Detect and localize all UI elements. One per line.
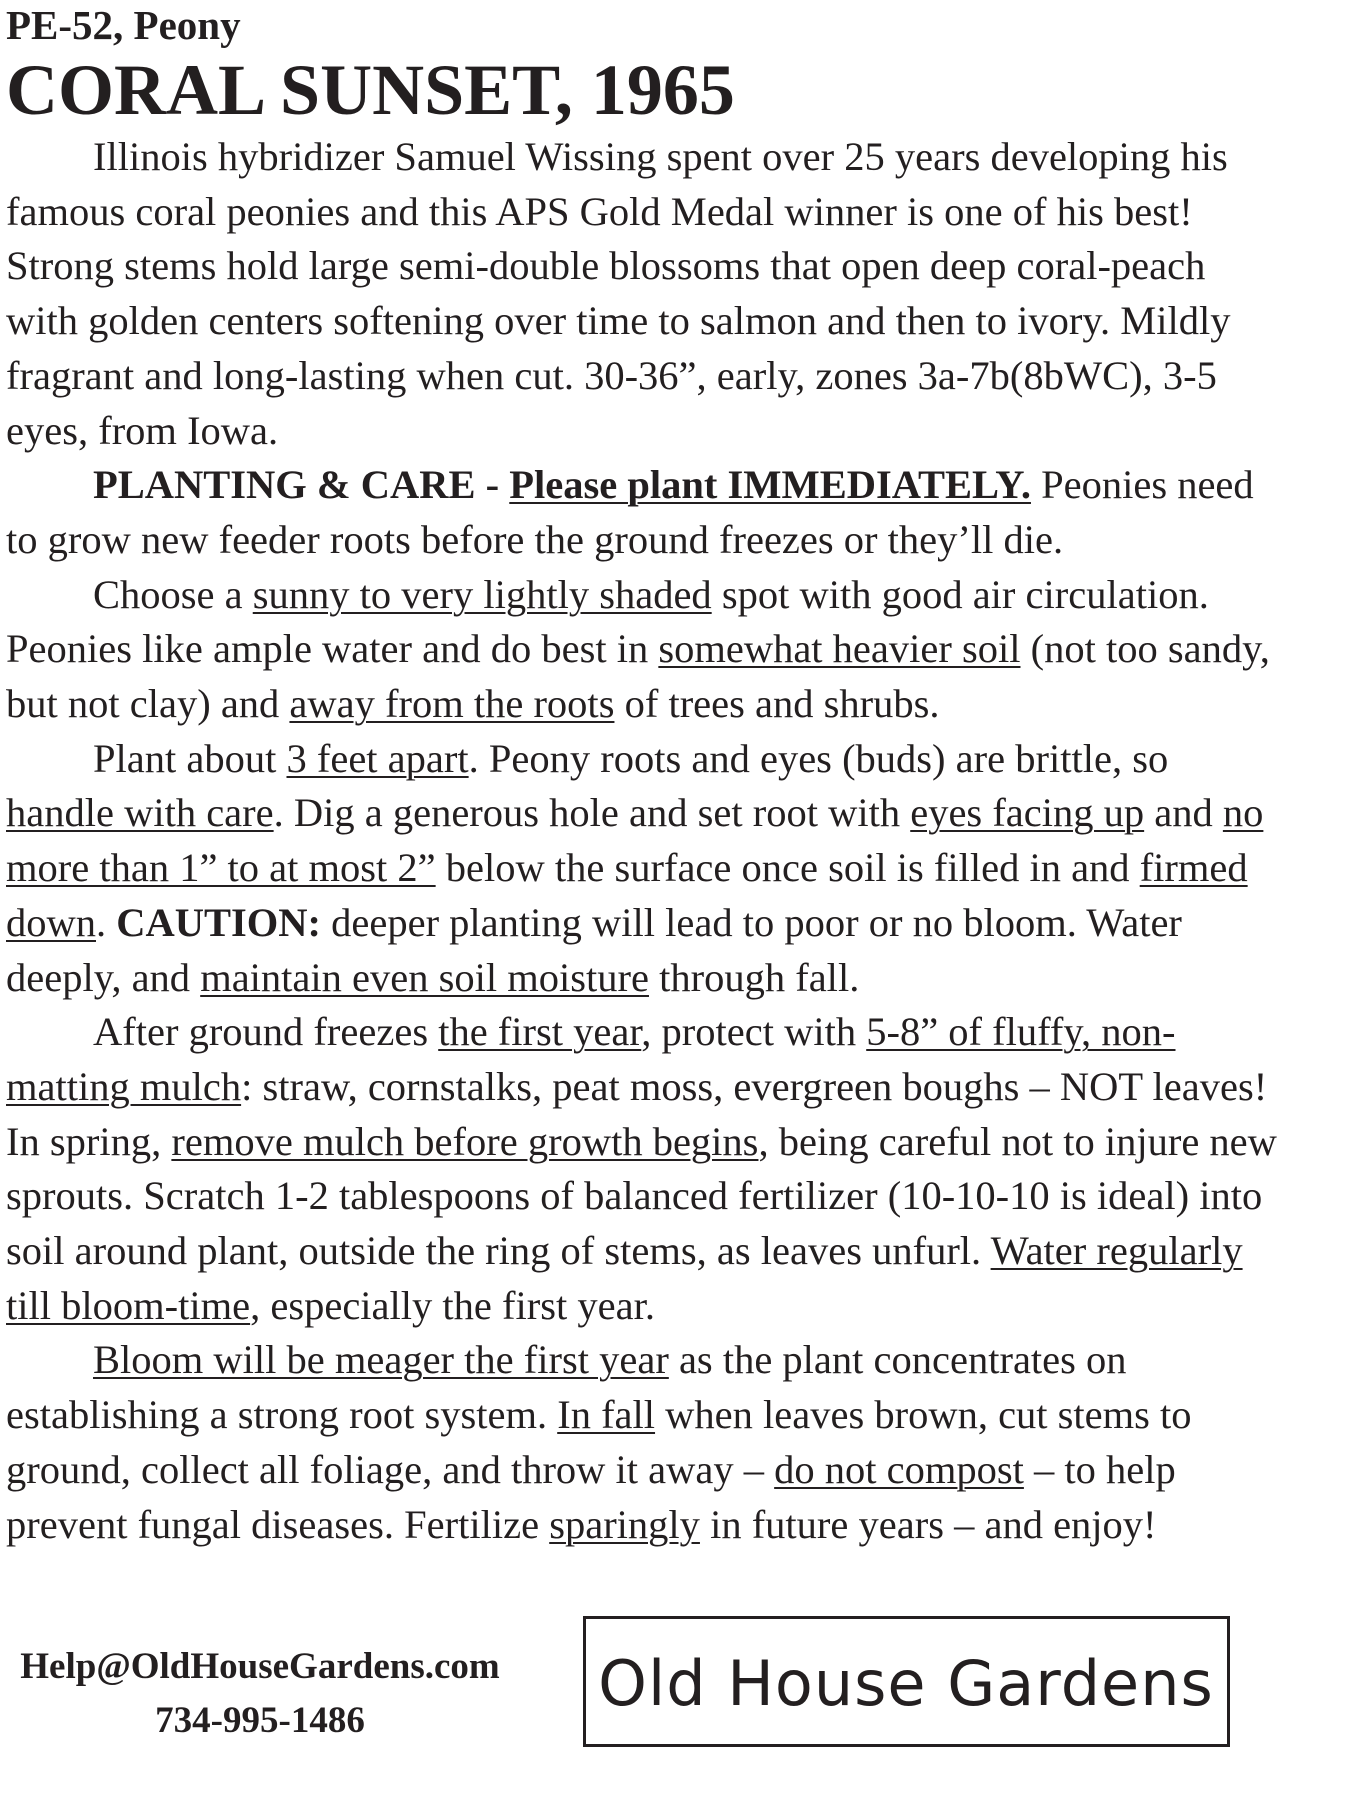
description-text: Illinois hybridizer Samuel Wissing spent over 25 years developing his famous coral peonies and this APS Gold Medal winner is one of his best! Strong stems hold large semi-double blossoms that open deep coral-peach with golden centers softening over time to salmon and then to ivory. Mildly fragrant and long-lasting when cut. 30-36”, early, zones 3a-7b(8bWC), 3-5 eyes, from Iowa.: [6, 134, 1231, 453]
plant-text: through fall.: [659, 954, 860, 1000]
product-code: PE-52, Peony: [6, 2, 241, 48]
winter-emphasis: Water regularly till bloom-time: [6, 1228, 1243, 1328]
plant-emphasis: no more than 1” to at most 2”: [6, 790, 1264, 891]
winter-care-paragraph: [6, 1005, 1286, 1333]
site-text: spot with good air circulation. Peonies like ample water and do best in: [6, 571, 1209, 672]
plant-text: .: [96, 899, 107, 945]
winter-text: , being careful not to injure new sprouts. Scratch 1-2 tablespoons of balanced fertilizer (10-10-10 is ideal) into soil around plant, outside the ring of stems, as leaves unfurl.: [6, 1118, 1277, 1274]
brand-logo: [583, 1616, 1230, 1747]
contact-info: [0, 1640, 520, 1748]
winter-text: , especially the first year.: [250, 1282, 655, 1328]
plant-text: Plant about: [93, 735, 277, 781]
planting-depth-paragraph: [6, 732, 1286, 1006]
plant-emphasis: 3 feet apart: [286, 735, 469, 781]
winter-text: After ground freezes: [93, 1009, 429, 1055]
plant-text: deeper planting will lead to poor or no bloom. Water deeply, and: [6, 899, 1182, 1000]
logo-text: Old House Gardens: [598, 1647, 1214, 1720]
bloom-paragraph: [6, 1333, 1286, 1552]
page-title: CORAL SUNSET, 1965: [6, 50, 735, 130]
logo-wordmark: [586, 1619, 1227, 1744]
bloom-text: in future years – and enjoy!: [710, 1501, 1157, 1547]
bloom-text: as the plant concentrates on establishing a strong root system.: [6, 1337, 1127, 1438]
planting-urgent-note: Please plant IMMEDIATELY.: [509, 462, 1031, 508]
bloom-emphasis: In fall: [557, 1392, 656, 1438]
bloom-text: when leaves brown, cut stems to ground, collect all foliage, and throw it away –: [6, 1392, 1192, 1492]
plant-emphasis: firmed down: [6, 845, 1248, 945]
planting-heading: PLANTING & CARE -: [93, 462, 500, 508]
site-emphasis: away from the roots: [289, 681, 615, 727]
plant-emphasis: maintain even soil moisture: [200, 954, 649, 1000]
site-text: of trees and shrubs.: [624, 681, 940, 727]
plant-emphasis: eyes facing up: [910, 790, 1145, 836]
planting-text: Peonies need to grow new feeder roots before the ground freezes or they’ll die.: [6, 462, 1254, 562]
caution-label: CAUTION:: [116, 899, 322, 945]
description-paragraph: [6, 130, 1286, 458]
bloom-text: – to help prevent fungal diseases. Fertilize: [6, 1446, 1176, 1547]
site-emphasis: somewhat heavier soil: [658, 626, 1021, 672]
site-text: (not too sandy, but not clay) and: [6, 626, 1270, 727]
winter-emphasis: 5-8” of fluffy, non-matting mulch: [6, 1009, 1176, 1109]
bloom-emphasis: sparingly: [549, 1501, 700, 1547]
contact-email: Help@OldHouseGardens.com: [20, 1646, 500, 1687]
site-text: Choose a: [93, 571, 243, 617]
plant-text: . Dig a generous hole and set root with: [273, 790, 901, 836]
winter-text: : straw, cornstalks, peat moss, evergreen boughs – NOT leaves! In spring,: [6, 1063, 1268, 1164]
plant-text: . Peony roots and eyes (buds) are brittle, so: [468, 735, 1169, 781]
plant-emphasis: handle with care: [6, 790, 274, 836]
site-emphasis: sunny to very lightly shaded: [252, 571, 712, 617]
winter-emphasis: remove mulch before growth begins: [171, 1118, 759, 1164]
planting-paragraph: [6, 458, 1286, 567]
bloom-emphasis: Bloom will be meager the first year: [93, 1337, 669, 1383]
bloom-emphasis: do not compost: [774, 1446, 1024, 1492]
site-paragraph: [6, 568, 1286, 732]
plant-text: below the surface once soil is filled in and: [445, 845, 1130, 891]
winter-text: , protect with: [641, 1009, 857, 1055]
contact-phone: 734-995-1486: [155, 1700, 365, 1741]
body-text: [6, 130, 1286, 1552]
winter-emphasis: the first year: [438, 1009, 642, 1055]
instruction-sheet: [6, 0, 1286, 1552]
plant-text: and: [1154, 790, 1213, 836]
